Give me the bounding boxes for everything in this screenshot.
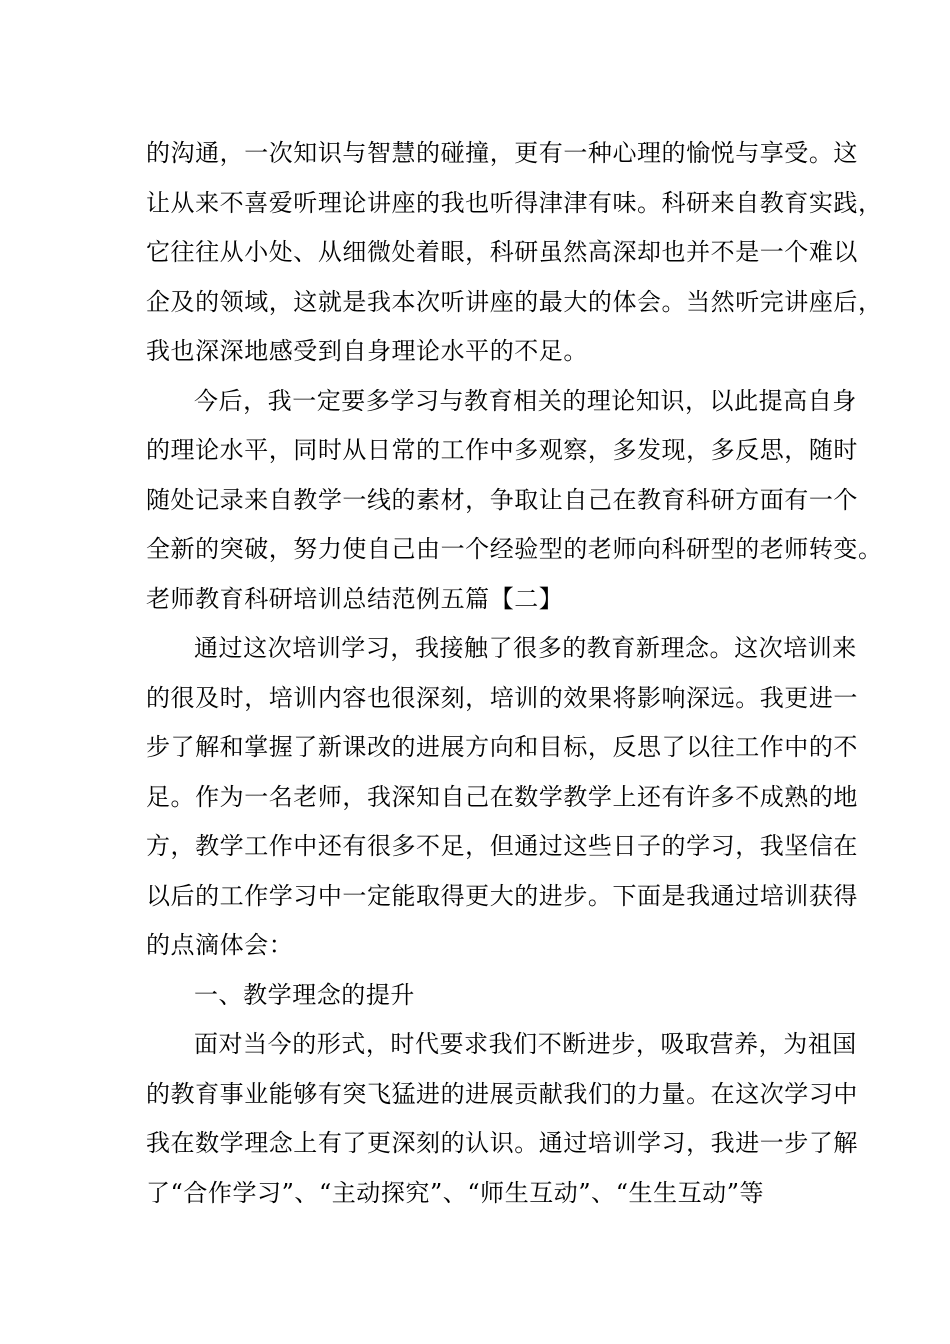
text-line-11: 通过这次培训学习，我接触了很多的教育新理念。这次培训来 [194,634,857,662]
text-line-9: 全新的突破，努力使自己由一个经验型的老师向科研型的老师转变。 [146,535,883,563]
text-line-3: 它往往从小处、从细微处着眼，科研虽然高深却也并不是一个难以 [146,238,858,266]
text-line-15: 方，教学工作中还有很多不足，但通过这些日子的学习，我坚信在 [146,832,858,860]
text-line-13: 步了解和掌握了新课改的进展方向和目标，反思了以往工作中的不 [146,733,858,761]
section-heading: 老师教育科研培训总结范例五篇【二】 [146,584,564,613]
text-line-17: 的点滴体会： [146,931,294,959]
text-line-1: 的沟通，一次知识与智慧的碰撞，更有一种心理的愉悦与享受。这 [146,139,858,167]
text-line-19: 面对当今的形式，时代要求我们不断进步，吸取营养，为祖国 [194,1030,857,1058]
document-body [146,129,883,1218]
text-line-7: 的理论水平，同时从日常的工作中多观察，多发现，多反思，随时 [146,436,858,464]
text-line-14: 足。作为一名老师，我深知自己在数学教学上还有许多不成熟的地 [146,782,858,811]
text-line-2: 让从来不喜爱听理论讲座的我也听得津津有味。科研来自教育实践， [146,188,883,217]
text-line-21: 我在数学理念上有了更深刻的认识。通过培训学习，我进一步了解 [146,1129,858,1157]
text-line-4: 企及的领域，这就是我本次听讲座的最大的体会。当然听完讲座后， [146,287,883,316]
text-line-22: 了“合作学习”、“主动探究”、“师生互动”、“生生互动”等 [146,1178,765,1207]
text-line-20: 的教育事业能够有突飞猛进的进展贡献我们的力量。在这次学习中 [146,1079,858,1108]
text-line-6: 今后，我一定要多学习与教育相关的理论知识，以此提高自身 [194,386,857,415]
text-line-5: 我也深深地感受到自身理论水平的不足。 [146,337,588,365]
text-line-8: 随处记录来自教学一线的素材，争取让自己在教育科研方面有一个 [146,485,858,514]
subheading-teaching-concept: 一、教学理念的提升 [194,980,415,1009]
text-line-12: 的很及时，培训内容也很深刻，培训的效果将影响深远。我更进一 [146,683,858,712]
text-line-16: 以后的工作学习中一定能取得更大的进步。下面是我通过培训获得 [146,881,858,910]
